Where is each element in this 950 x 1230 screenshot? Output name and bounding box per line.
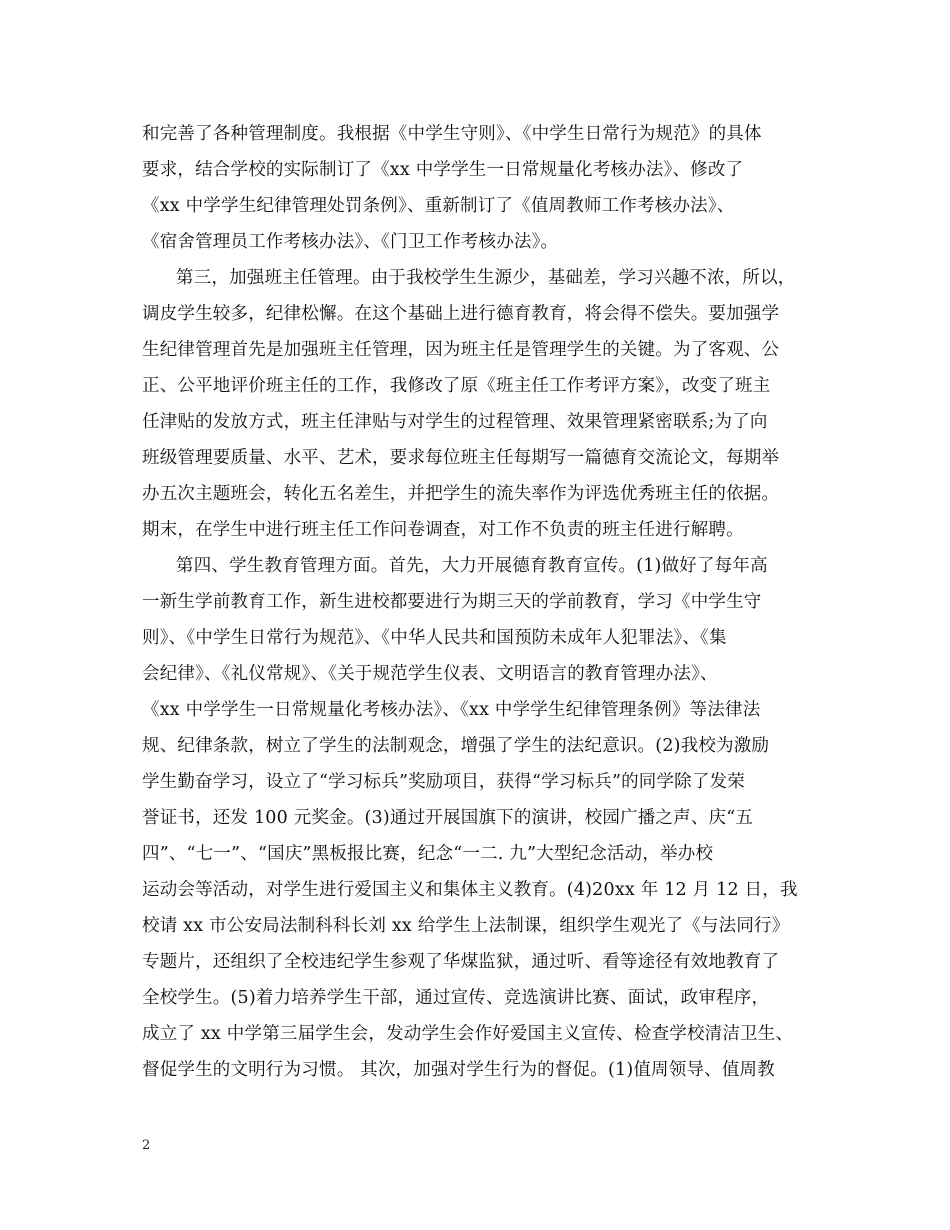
text-line: 任津贴的发放方式，班主任津贴与对学生的过程管理、效果管理紧密联系;为了向	[142, 412, 768, 432]
text-line: 一新生学前教育工作，新生进校都要进行为期三天的学前教育，学习《中学生守	[142, 592, 762, 612]
text-line: 要求，结合学校的实际制订了《xx 中学学生一日常规量化考核办法》、修改了	[142, 160, 744, 180]
paragraph-first-line: 第四、学生教育管理方面。首先，大力开展德育教育宣传。(1)做好了每年高	[176, 556, 768, 576]
paragraph-first-line: 第三，加强班主任管理。由于我校学生生源少，基础差，学习兴趣不浓，所以，	[176, 268, 796, 288]
text-line: 《xx 中学学生一日常规量化考核办法》、《xx 中学学生纪律管理条例》等法律法	[142, 700, 761, 720]
text-line: 学生勤奋学习，设立了“学习标兵”奖励项目，获得“学习标兵”的同学除了发荣	[142, 772, 745, 792]
text-line: 和完善了各种管理制度。我根据《中学生守则》、《中学生日常行为规范》的具体	[142, 124, 762, 144]
text-line: 班级管理要质量、水平、艺术，要求每位班主任每期写一篇德育交流论文，每期举	[142, 448, 780, 468]
text-line: 《宿舍管理员工作考核办法》、《门卫工作考核办法》。	[142, 232, 559, 252]
text-line: 督促学生的文明行为习惯。 其次，加强对学生行为的督促。(1)值周领导、值周教	[142, 1060, 775, 1080]
text-line: 《xx 中学学生纪律管理处罚条例》、重新制订了《值周教师工作考核办法》、	[142, 196, 735, 216]
text-line: 四”、“七一”、“国庆”黑板报比赛，纪念“一二. 九”大型纪念活动，举办校	[142, 844, 714, 864]
text-line: 誉证书，还发 100 元奖金。(3)通过开展国旗下的演讲，校园广播之声、庆“五	[142, 808, 754, 828]
text-line: 运动会等活动，对学生进行爱国主义和集体主义教育。(4)20xx 年 12 月 12 日，我	[142, 880, 798, 900]
text-line: 规、纪律条款，树立了学生的法制观念，增强了学生的法纪意识。(2)我校为激励	[142, 736, 770, 756]
text-line: 办五次主题班会，转化五名差生，并把学生的流失率作为评选优秀班主任的依据。	[142, 484, 780, 504]
text-line: 正、公平地评价班主任的工作，我修改了原《班主任工作考评方案》，改变了班主	[142, 376, 771, 396]
text-line: 期末，在学生中进行班主任工作问卷调查，对工作不负责的班主任进行解聘。	[142, 520, 744, 540]
text-line: 校请 xx 市公安局法制科科长刘 xx 给学生上法制课，组织学生观光了《与法同行》	[142, 916, 790, 936]
text-line: 专题片，还组织了全校违纪学生参观了华煤监狱，通过听、看等途径有效地教育了	[142, 952, 780, 972]
text-line: 调皮学生较多，纪律松懈。在这个基础上进行德育教育，将会得不偿失。要加强学	[142, 304, 780, 324]
page-number: 2	[142, 1138, 151, 1153]
text-line: 会纪律》、《礼仪常规》、《关于规范学生仪表、文明语言的教育管理办法》、	[142, 664, 718, 684]
text-line: 生纪律管理首先是加强班主任管理，因为班主任是管理学生的关键。为了客观、公	[142, 340, 780, 360]
text-line: 全校学生。(5)着力培养学生干部，通过宣传、竞选演讲比赛、面试，政审程序，	[142, 988, 770, 1008]
text-line: 成立了 xx 中学第三届学生会，发动学生会作好爱国主义宣传、检查学校清洁卫生、	[142, 1024, 794, 1044]
text-line: 则》、《中学生日常行为规范》、《中华人民共和国预防未成年人犯罪法》、《集	[142, 628, 727, 648]
